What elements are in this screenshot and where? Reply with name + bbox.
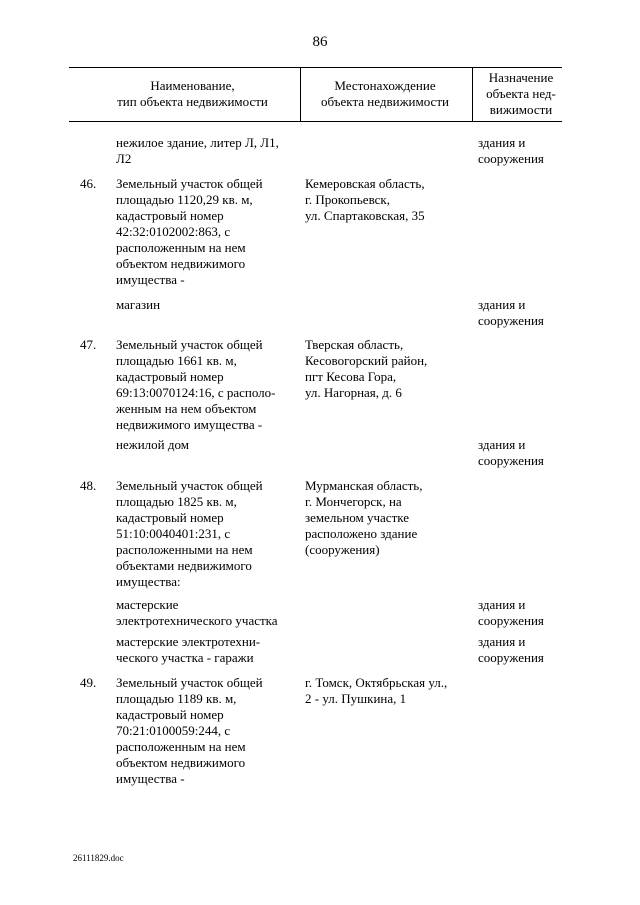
row-location: Кемеровская область, г. Прокопьевск, ул. Спартаковская, 35 [305, 176, 425, 223]
row-name: Земельный участок общей площадью 1825 кв. м, кадастровый номер 51:10:0040401:231, с расположенными на нем объектами недвижимого имущества: [116, 478, 263, 589]
row-number: 47. [80, 337, 97, 352]
row-purpose: здания и сооружения [478, 297, 544, 328]
row-name: Земельный участок общей площадью 1120,29 кв. м, кадастровый номер 42:32:0102002:863, с расположенным на нем объектом недвижимого имущества - [116, 176, 263, 287]
table-header-bottom-rule [69, 121, 562, 122]
row-name: нежилой дом [116, 437, 189, 452]
row-purpose: здания и сооружения [478, 597, 544, 628]
header-name-column: Наименование, тип объекта недвижимости [117, 78, 268, 109]
row-purpose: здания и сооружения [478, 437, 544, 468]
row-name: Земельный участок общей площадью 1661 кв. м, кадастровый номер 69:13:0070124:16, с располо- женным на нем объектом недвижимого имущества - [116, 337, 276, 432]
row-number: 46. [80, 176, 97, 191]
page-number: 86 [312, 34, 328, 50]
header-divider-2 [472, 67, 473, 121]
row-name: мастерские электротехни- ческого участка - гаражи [116, 634, 261, 665]
row-name: мастерские электротехнического участка [116, 597, 278, 628]
row-location: Тверская область, Кесовогорский район, пгт Кесова Гора, ул. Нагорная, д. 6 [305, 337, 428, 400]
row-number: 48. [80, 478, 97, 493]
table-top-rule [69, 67, 562, 68]
document-code: 26111829.doc [73, 853, 124, 863]
row-location: г. Томск, Октябрьская ул., 2 - ул. Пушкина, 1 [305, 675, 448, 706]
row-purpose: здания и сооружения [478, 135, 544, 166]
header-divider-1 [300, 67, 301, 121]
row-location: Мурманская область, г. Мончегорск, на земельном участке расположено здание (сооружения) [305, 478, 423, 557]
row-name: магазин [116, 297, 161, 312]
row-name: нежилое здание, литер Л, Л1, Л2 [116, 135, 279, 166]
row-number: 49. [80, 675, 97, 690]
row-purpose: здания и сооружения [478, 634, 544, 665]
header-purpose-column: Назначение объекта нед- вижимости [486, 70, 556, 117]
header-location-column: Местонахождение объекта недвижимости [321, 78, 449, 109]
row-name: Земельный участок общей площадью 1189 кв. м, кадастровый номер 70:21:0100059:244, с расположенным на нем объектом недвижимого имущества - [116, 675, 263, 786]
